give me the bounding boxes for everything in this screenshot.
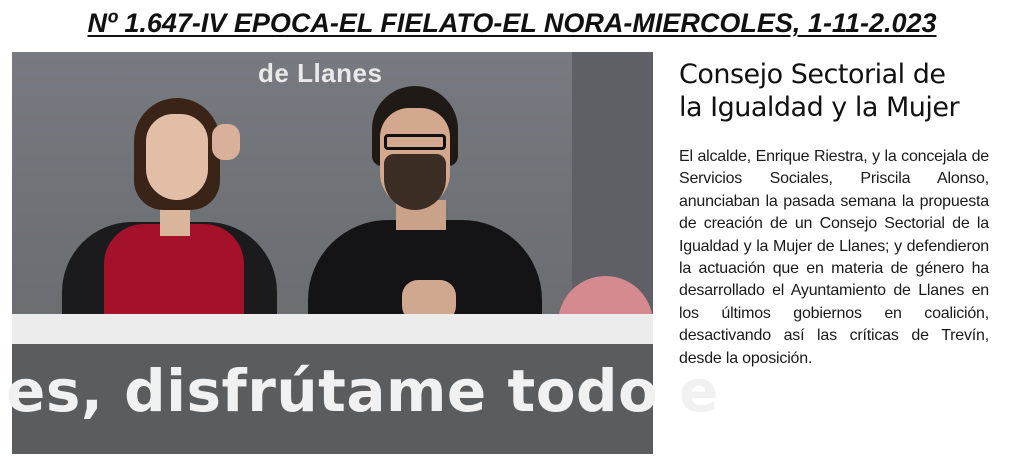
banner-slogan: es, disfrútame todo e xyxy=(6,357,719,425)
photo-sign-text: de Llanes xyxy=(258,58,383,88)
desk-top xyxy=(12,314,653,344)
woman-face xyxy=(146,114,208,200)
woman-hand xyxy=(212,124,240,160)
article-body: El alcalde, Enrique Riestra, y la concejala de Servicios Sociales, Priscila Alonso, anunciaban la pasada semana la propuesta de creación de un Consejo Sectorial de la Igualdad y la Mujer de Llanes; y defendieron la actuación que en materia de género ha desarrollado el Ayuntamiento de Llanes en los últimos gobiernos en coalición, desactivando así las críticas de Trevín, desde la oposición. xyxy=(679,148,989,367)
article-photo xyxy=(6,52,719,454)
headline-line-1: Consejo Sectorial de xyxy=(679,59,946,90)
masthead-text: Nº 1.647-IV EPOCA-EL FIELATO-EL NORA-MIERCOLES, 1-11-2.023 xyxy=(87,8,937,38)
article-headline xyxy=(679,58,991,124)
man-glasses xyxy=(384,134,446,150)
masthead xyxy=(0,4,1024,42)
headline-line-2: la Igualdad y la Mujer xyxy=(679,92,960,123)
